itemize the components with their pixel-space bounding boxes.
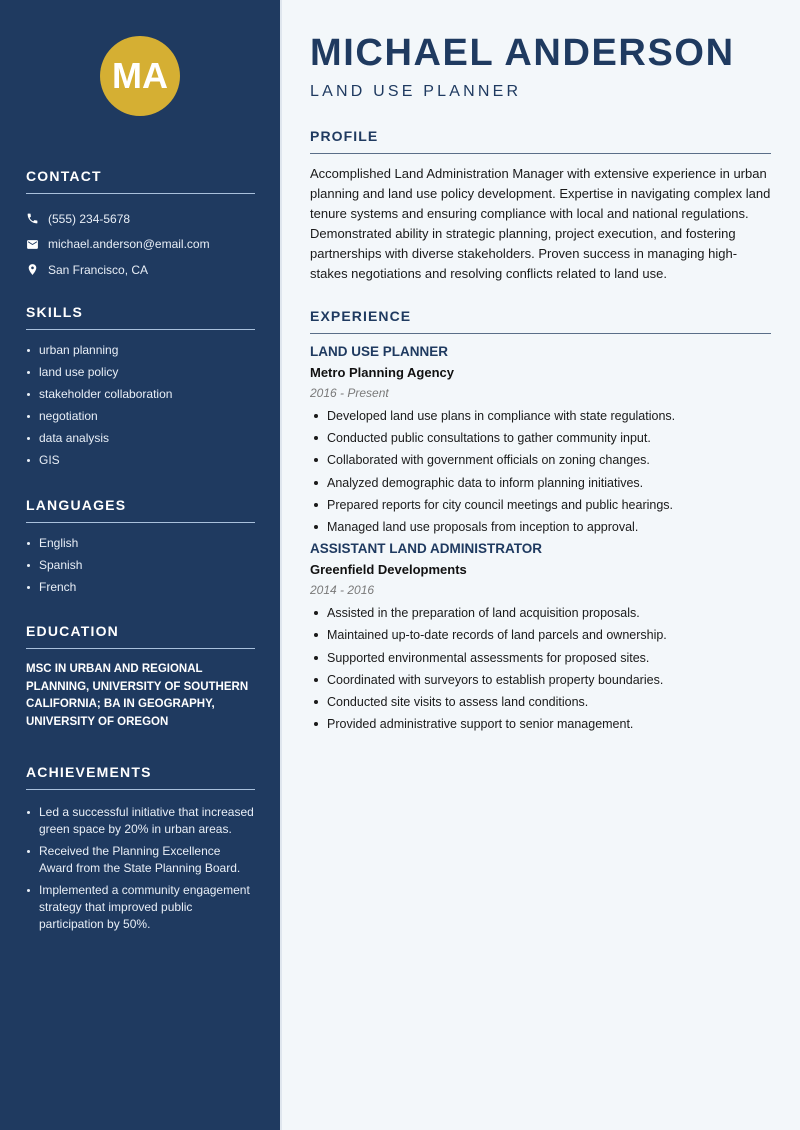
email-text: michael.anderson@email.com — [48, 237, 210, 252]
profile-section — [310, 128, 771, 284]
achievements-list — [26, 804, 255, 933]
email-icon — [26, 238, 39, 251]
job-title: LAND USE PLANNER — [310, 344, 449, 359]
skill-item: stakeholder collaboration — [26, 386, 255, 403]
experience-section — [310, 308, 771, 738]
skills-list — [26, 342, 255, 469]
sidebar — [0, 0, 280, 1130]
contact-location — [26, 257, 255, 283]
job-bullets — [310, 408, 771, 535]
job-company: Metro Planning Agency — [310, 365, 454, 380]
contact-email — [26, 232, 255, 258]
language-item: French — [26, 579, 255, 596]
job-bullet: Assisted in the preparation of land acquisition proposals. — [310, 605, 771, 621]
location-pin-icon — [26, 263, 39, 276]
job-bullet: Maintained up-to-date records of land parcels and ownership. — [310, 627, 771, 643]
languages-list — [26, 535, 255, 596]
language-item: Spanish — [26, 557, 255, 574]
achievement-item: Implemented a community engagement strategy that improved public participation by 50%. — [26, 882, 255, 933]
skills-section — [26, 304, 255, 474]
languages-heading: LANGUAGES — [26, 497, 255, 523]
candidate-role: LAND USE PLANNER — [310, 83, 522, 100]
candidate-name: MICHAEL ANDERSON — [310, 32, 735, 74]
avatar: MA — [100, 36, 180, 116]
job-bullet: Collaborated with government officials on zoning changes. — [310, 452, 771, 468]
job-bullet: Conducted site visits to assess land conditions. — [310, 694, 771, 710]
education-heading: EDUCATION — [26, 623, 255, 649]
achievement-item: Received the Planning Excellence Award from the State Planning Board. — [26, 843, 255, 877]
job-company: Greenfield Developments — [310, 562, 467, 578]
skill-item: GIS — [26, 452, 255, 469]
skill-item: negotiation — [26, 408, 255, 425]
achievements-heading: ACHIEVEMENTS — [26, 764, 255, 790]
job-bullet: Prepared reports for city council meetings and public hearings. — [310, 497, 771, 513]
job-dates: 2016 - Present — [310, 386, 389, 400]
job-bullet: Developed land use plans in compliance with state regulations. — [310, 408, 771, 424]
skill-item: urban planning — [26, 342, 255, 359]
location-text: San Francisco, CA — [48, 262, 149, 277]
sidebar-divider — [280, 0, 282, 1130]
profile-text: Accomplished Land Administration Manager with extensive experience in urban planning and land use policy development. Expertise in navigating complex land tenure systems and ensuring compliance with local and national regulations. Demonstrated ability in strategic planning, project execution, and fostering partnerships with diverse stakeholders. Proven success in managing high-stakes negotiations and resolving conflicts related to land use. — [310, 166, 771, 281]
job-bullets — [310, 605, 771, 732]
achievement-item: Led a successful initiative that increased green space by 20% in urban areas. — [26, 804, 255, 838]
job-entry — [310, 344, 771, 535]
job-bullet: Managed land use proposals from inception to approval. — [310, 519, 771, 535]
job-bullet: Provided administrative support to senior management. — [310, 716, 771, 732]
contact-heading: CONTACT — [26, 168, 255, 194]
contact-section — [26, 168, 255, 283]
skills-heading: SKILLS — [26, 304, 255, 330]
profile-heading: PROFILE — [310, 128, 771, 154]
education-text: MSC IN URBAN AND REGIONAL PLANNING, UNIVERSITY OF SOUTHERN CALIFORNIA; BA IN GEOGRAPHY, UNIVERSITY OF OREGON — [26, 663, 249, 728]
job-bullet: Analyzed demographic data to inform planning initiatives. — [310, 475, 771, 491]
job-bullet: Conducted public consultations to gather community input. — [310, 430, 771, 446]
job-dates: 2014 - 2016 — [310, 583, 375, 598]
languages-section — [26, 497, 255, 601]
phone-text: (555) 234-5678 — [48, 211, 131, 226]
job-bullet: Coordinated with surveyors to establish property boundaries. — [310, 672, 771, 688]
job-title: ASSISTANT LAND ADMINISTRATOR — [310, 541, 542, 557]
experience-heading: EXPERIENCE — [310, 308, 771, 334]
phone-icon — [26, 212, 39, 225]
contact-phone — [26, 206, 255, 232]
job-bullet: Supported environmental assessments for proposed sites. — [310, 650, 771, 666]
skill-item: land use policy — [26, 364, 255, 381]
achievements-section — [26, 764, 255, 938]
job-entry — [310, 541, 771, 732]
language-item: English — [26, 535, 255, 552]
skill-item: data analysis — [26, 430, 255, 447]
education-section — [26, 623, 255, 731]
